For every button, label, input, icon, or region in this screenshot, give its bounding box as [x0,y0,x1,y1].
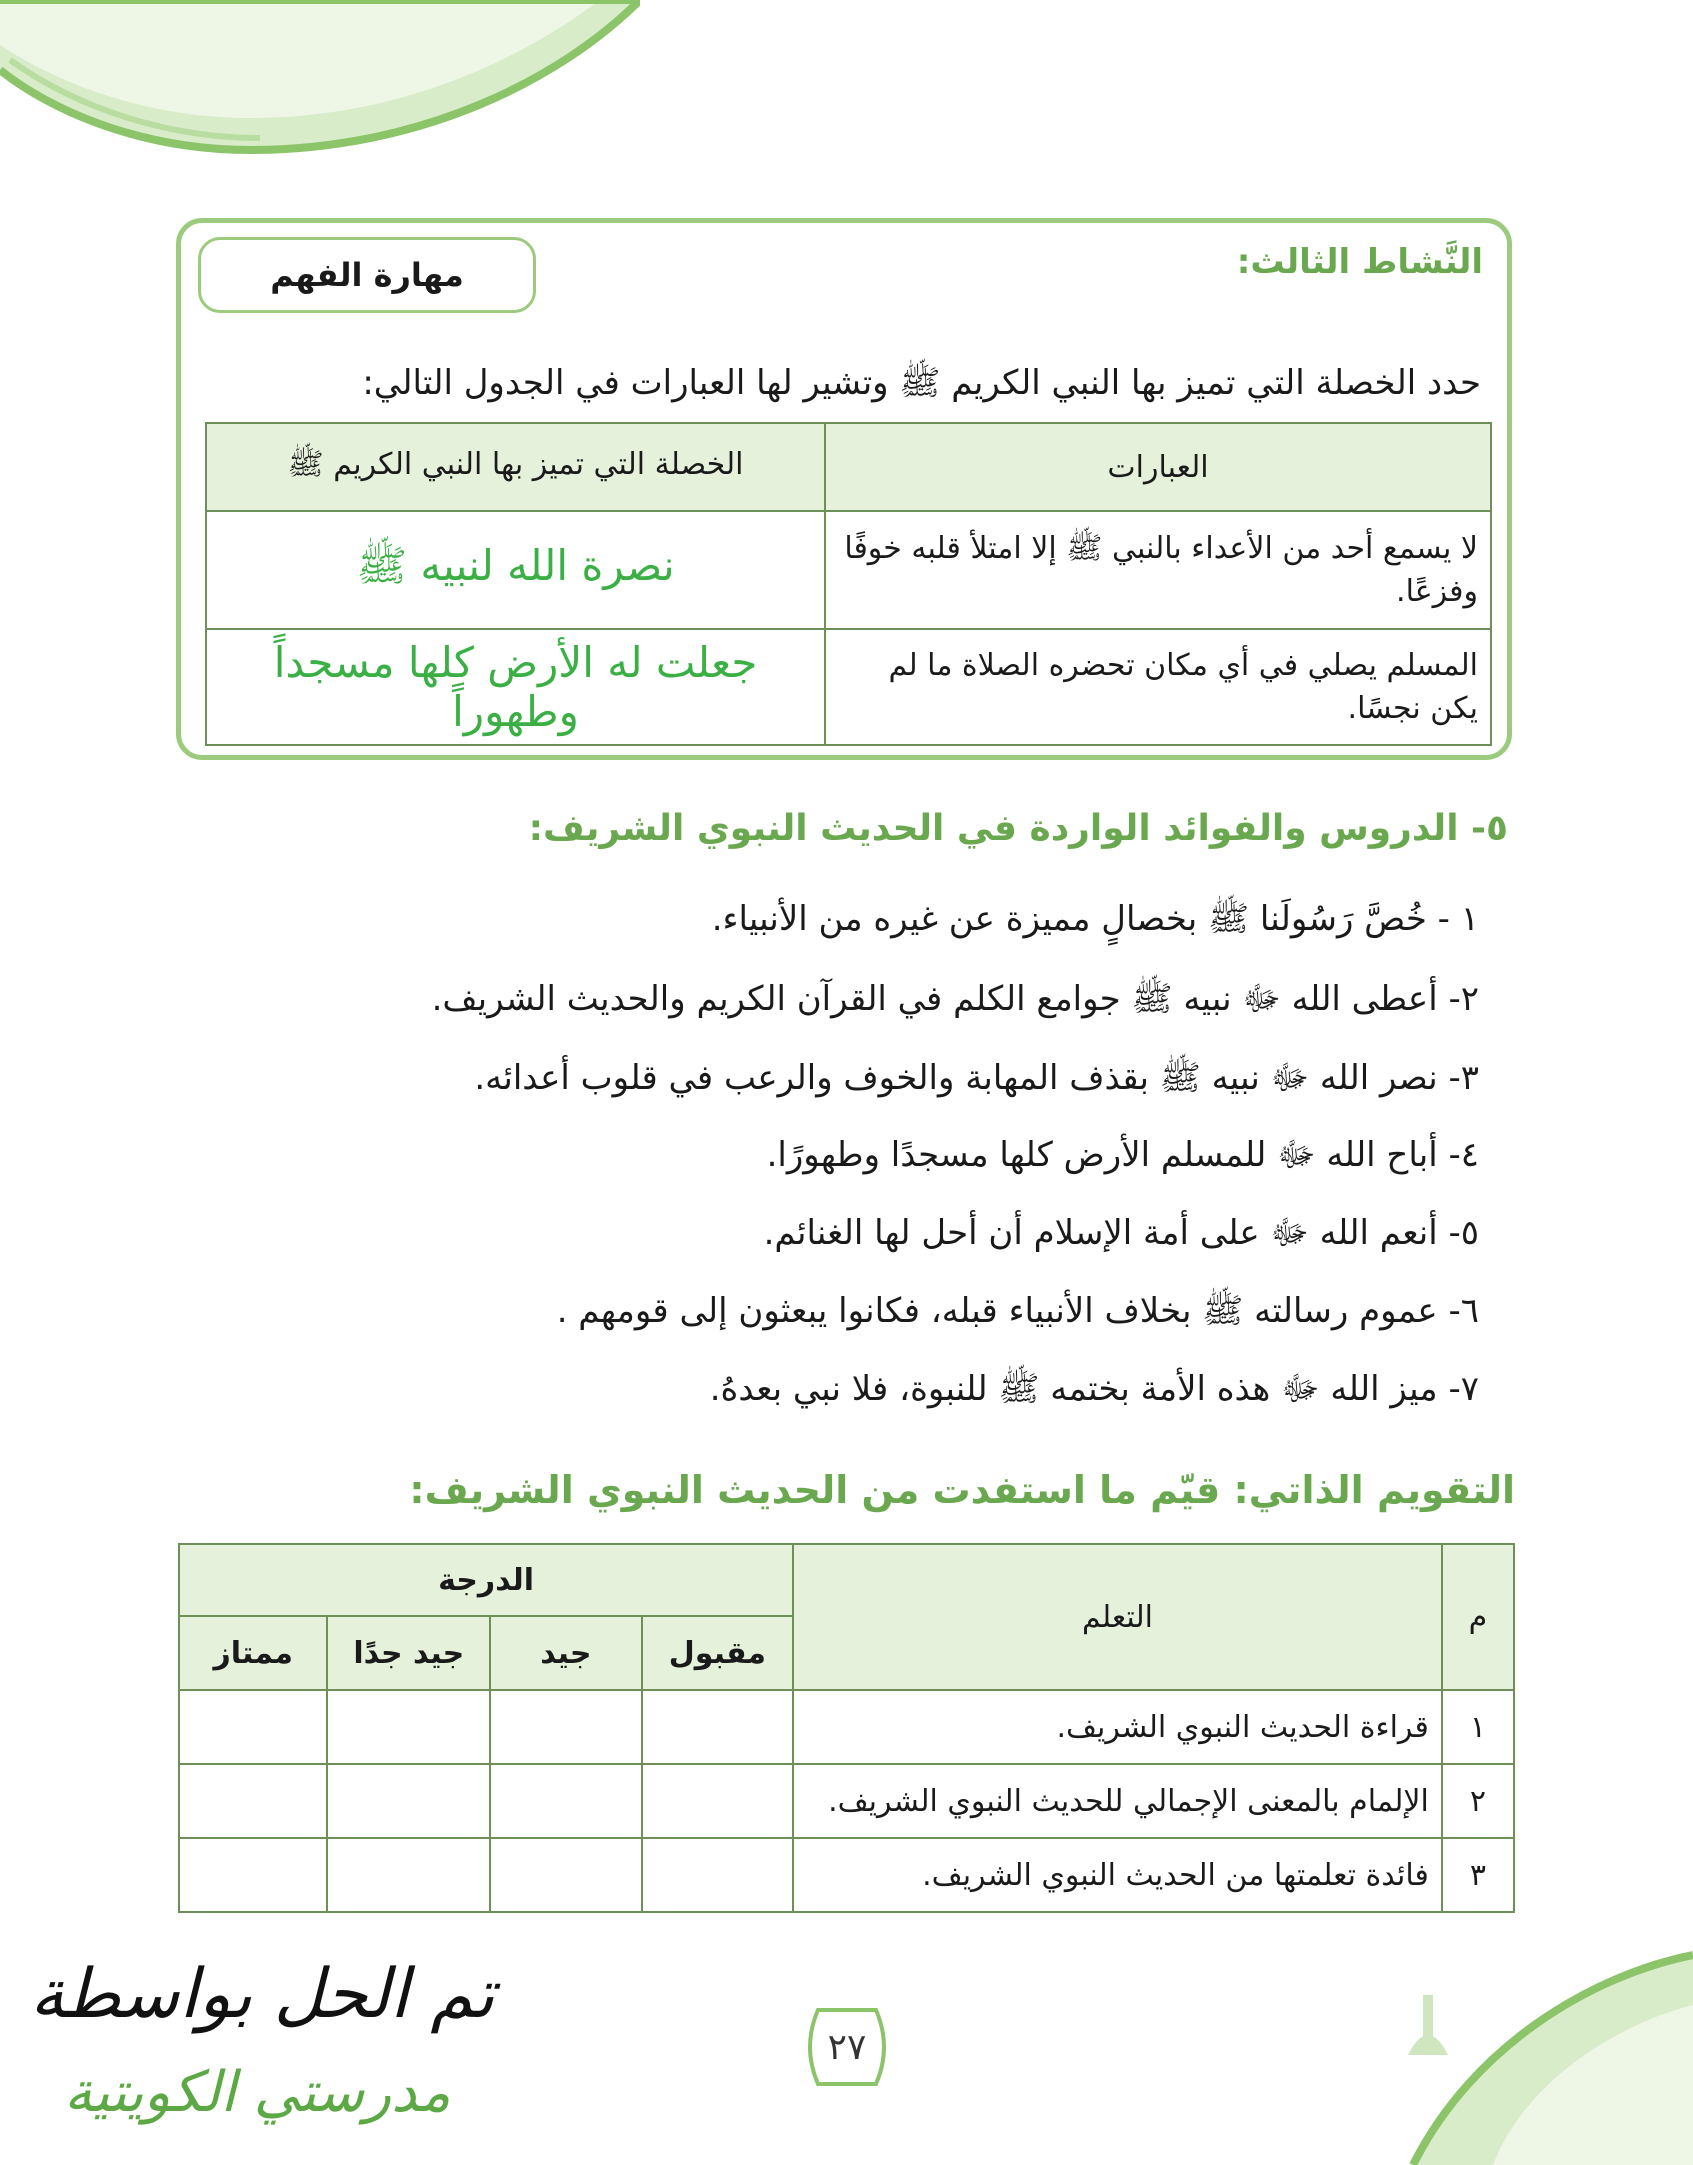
table-row [179,1690,1514,1764]
trait-header: الخصلة التي تميز بها النبي الكريم ﷺ [206,423,825,511]
evaluation-table [178,1543,1515,1913]
grade-acceptable: مقبول [642,1616,793,1690]
lesson-item: ٧- ميز الله ﷻ هذه الأمة بختمه ﷺ للنبوة، فلا نبي بعدهُ. [709,1369,1479,1409]
grade-cell[interactable] [642,1764,793,1838]
bottom-right-decoration [1173,1935,1693,2165]
learning-cell: الإلمام بالمعنى الإجمالي للحديث النبوي الشريف. [793,1764,1442,1838]
trait-table [205,422,1492,746]
lesson-item: ٤- أباح الله ﷻ للمسلم الأرض كلها مسجدًا وطهورًا. [766,1135,1479,1175]
grade-cell[interactable] [179,1764,327,1838]
lesson-item: ١ - خُصَّ رَسُولَنا ﷺ بخصالٍ مميزة عن غيره من الأنبياء. [711,899,1479,939]
table-row [179,1764,1514,1838]
lesson-item: ٢- أعطى الله ﷻ نبيه ﷺ جوامع الكلم في القرآن الكريم والحديث الشريف. [431,979,1479,1019]
lessons-heading: ٥- الدروس والفوائد الواردة في الحديث النبوي الشريف: [528,808,1508,849]
top-left-decoration [0,0,640,170]
evaluation-heading: التقويم الذاتي: قيّم ما استفدت من الحديث النبوي الشريف: [409,1468,1515,1512]
grade-cell[interactable] [490,1838,641,1912]
grade-cell[interactable] [179,1838,327,1912]
grade-excellent: ممتاز [179,1616,327,1690]
lesson-item: ٦- عموم رسالته ﷺ بخلاف الأنبياء قبله، فكانوا يبعثون إلى قومهم . [556,1291,1479,1331]
grade-header: الدرجة [179,1544,793,1616]
activity-title: النَّشاط الثالث: [1236,242,1483,282]
grade-cell[interactable] [327,1690,490,1764]
grade-cell[interactable] [327,1838,490,1912]
learning-header: التعلم [793,1544,1442,1690]
grade-good: جيد [490,1616,641,1690]
school-name-stamp: مدرستي الكويتية [64,2060,451,2125]
answer-cell: نصرة الله لنبيه ﷺ [206,511,825,629]
answer-cell: جعلت له الأرض كلها مسجداً وطهوراً [206,629,825,745]
row-number: ٢ [1442,1764,1514,1838]
grade-cell[interactable] [642,1838,793,1912]
grade-very-good: جيد جدًا [327,1616,490,1690]
activity-instruction: حدد الخصلة التي تميز بها النبي الكريم ﷺ وتشير لها العبارات في الجدول التالي: [362,363,1481,403]
table-row [179,1838,1514,1912]
learning-cell: قراءة الحديث النبوي الشريف. [793,1690,1442,1764]
table-row [206,629,1491,745]
grade-cell[interactable] [327,1764,490,1838]
grade-cell[interactable] [642,1690,793,1764]
grade-cell[interactable] [490,1764,641,1838]
page-number: ٢٧ [827,2026,867,2068]
lesson-item: ٣- نصر الله ﷻ نبيه ﷺ بقذف المهابة والخوف والرعب في قلوب أعدائه. [474,1058,1479,1098]
grade-cell[interactable] [179,1690,327,1764]
solved-by-stamp: تم الحل بواسطة [30,1955,495,2034]
lesson-item: ٥- أنعم الله ﷻ على أمة الإسلام أن أحل لها الغنائم. [763,1213,1479,1253]
learning-cell: فائدة تعلمتها من الحديث النبوي الشريف. [793,1838,1442,1912]
number-header: م [1442,1544,1514,1690]
phrases-header: العبارات [825,423,1491,511]
phrase-cell: المسلم يصلي في أي مكان تحضره الصلاة ما لم يكن نجسًا. [825,629,1491,745]
row-number: ١ [1442,1690,1514,1764]
row-number: ٣ [1442,1838,1514,1912]
grade-cell[interactable] [490,1690,641,1764]
skill-badge: مهارة الفهم [198,237,536,313]
phrase-cell: لا يسمع أحد من الأعداء بالنبي ﷺ إلا امتلأ قلبه خوفًا وفزعًا. [825,511,1491,629]
table-row [206,511,1491,629]
